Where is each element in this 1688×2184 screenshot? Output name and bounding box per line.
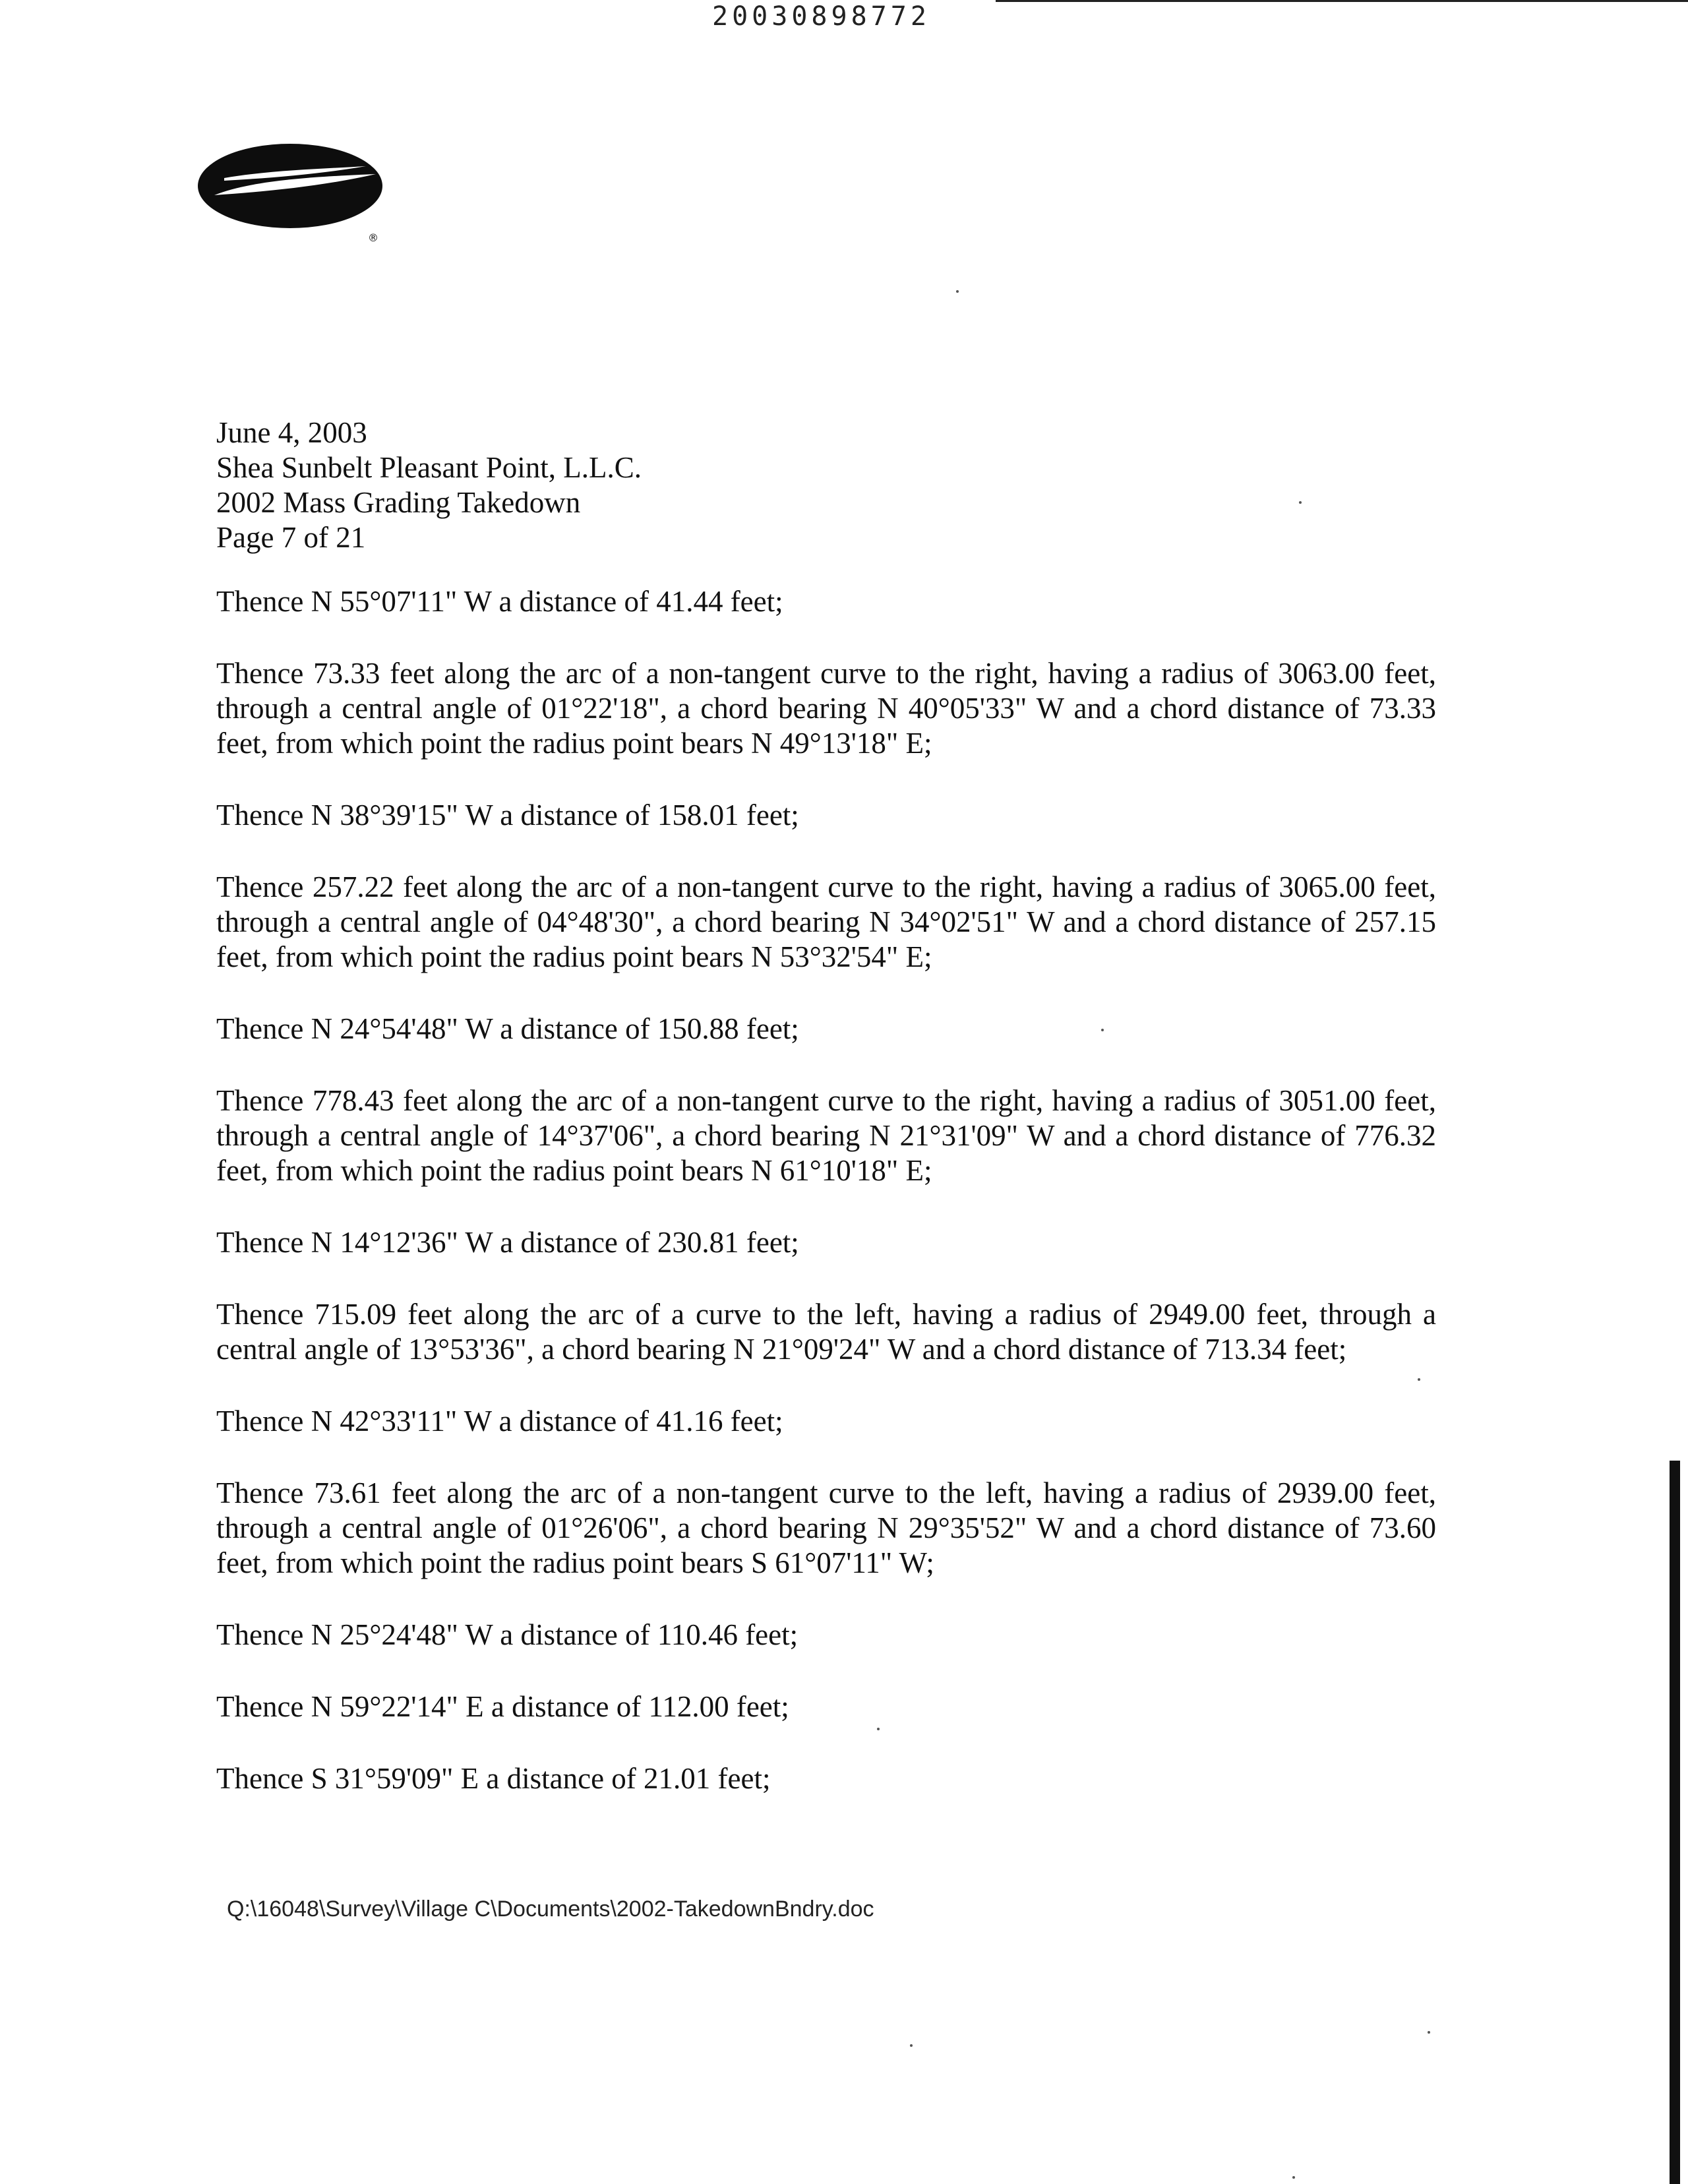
- course-paragraph-8: Thence 715.09 feet along the arc of a curve to the left, having a radius of 2949.00 feet, through a central angle of 13°53'36", a chord bearing N 21°09'24" W and a chord distance of 713.34 feet;: [216, 1298, 1436, 1366]
- course-paragraph-9: Thence N 42°33'11" W a distance of 41.16 feet;: [216, 1405, 783, 1438]
- scan-speck: [1418, 1378, 1420, 1381]
- course-paragraph-7: Thence N 14°12'36" W a distance of 230.81 feet;: [216, 1226, 799, 1259]
- scan-speck: [1292, 2176, 1295, 2179]
- course-paragraph-12: Thence N 59°22'14" E a distance of 112.00 feet;: [216, 1690, 789, 1723]
- course-paragraph-13: Thence S 31°59'09" E a distance of 21.01 feet;: [216, 1762, 771, 1795]
- scan-speck: [877, 1728, 880, 1730]
- scan-speck: [1299, 501, 1302, 504]
- top-edge-rule: [996, 0, 1688, 2]
- course-paragraph-1: Thence N 55°07'11" W a distance of 41.44 feet;: [216, 585, 783, 618]
- footer-file-path: Q:\16048\Survey\Village C\Documents\2002-TakedownBndry.doc: [227, 1896, 874, 1922]
- scan-speck: [1101, 1029, 1104, 1031]
- shea-s-logo-icon: [198, 132, 396, 251]
- header-project: 2002 Mass Grading Takedown: [216, 486, 581, 519]
- course-paragraph-6: Thence 778.43 feet along the arc of a non-tangent curve to the right, having a radius of 3051.00 feet, through a central angle of 14°37'06", a chord bearing N 21°31'09" W and a chord distance of 776.32 feet, from which point the radius point bears N 61°10'18" E;: [216, 1084, 1436, 1187]
- scan-speck: [910, 2044, 913, 2047]
- document-number: 20030898772: [712, 1, 930, 32]
- scan-edge-shadow: [1670, 1461, 1680, 2184]
- header-company: Shea Sunbelt Pleasant Point, L.L.C.: [216, 451, 642, 484]
- header-page-number: Page 7 of 21: [216, 521, 366, 554]
- scan-speck: [956, 290, 959, 293]
- registered-mark: ®: [368, 231, 378, 244]
- course-paragraph-5: Thence N 24°54'48" W a distance of 150.88 feet;: [216, 1012, 799, 1045]
- document-body: [216, 415, 1436, 1833]
- course-paragraph-11: Thence N 25°24'48" W a distance of 110.46 feet;: [216, 1618, 799, 1651]
- course-paragraph-10: Thence 73.61 feet along the arc of a non-tangent curve to the left, having a radius of 2939.00 feet, through a central angle of 01°26'06", a chord bearing N 29°35'52" W and a chord distance of 73.60 feet, from which point the radius point bears S 61°07'11" W;: [216, 1476, 1436, 1579]
- header-date: June 4, 2003: [216, 416, 367, 449]
- letter-header: [216, 415, 1436, 555]
- course-paragraph-2: Thence 73.33 feet along the arc of a non-tangent curve to the right, having a radius of 3063.00 feet, through a central angle of 01°22'18", a chord bearing N 40°05'33" W and a chord distance of 73.33 feet, from which point the radius point bears N 49°13'18" E;: [216, 657, 1436, 760]
- course-paragraph-3: Thence N 38°39'15" W a distance of 158.01 feet;: [216, 799, 799, 832]
- course-paragraph-4: Thence 257.22 feet along the arc of a non-tangent curve to the right, having a radius of 3065.00 feet, through a central angle of 04°48'30", a chord bearing N 34°02'51" W and a chord distance of 257.15 feet, from which point the radius point bears N 53°32'54" E;: [216, 870, 1436, 973]
- scan-speck: [1428, 2031, 1430, 2034]
